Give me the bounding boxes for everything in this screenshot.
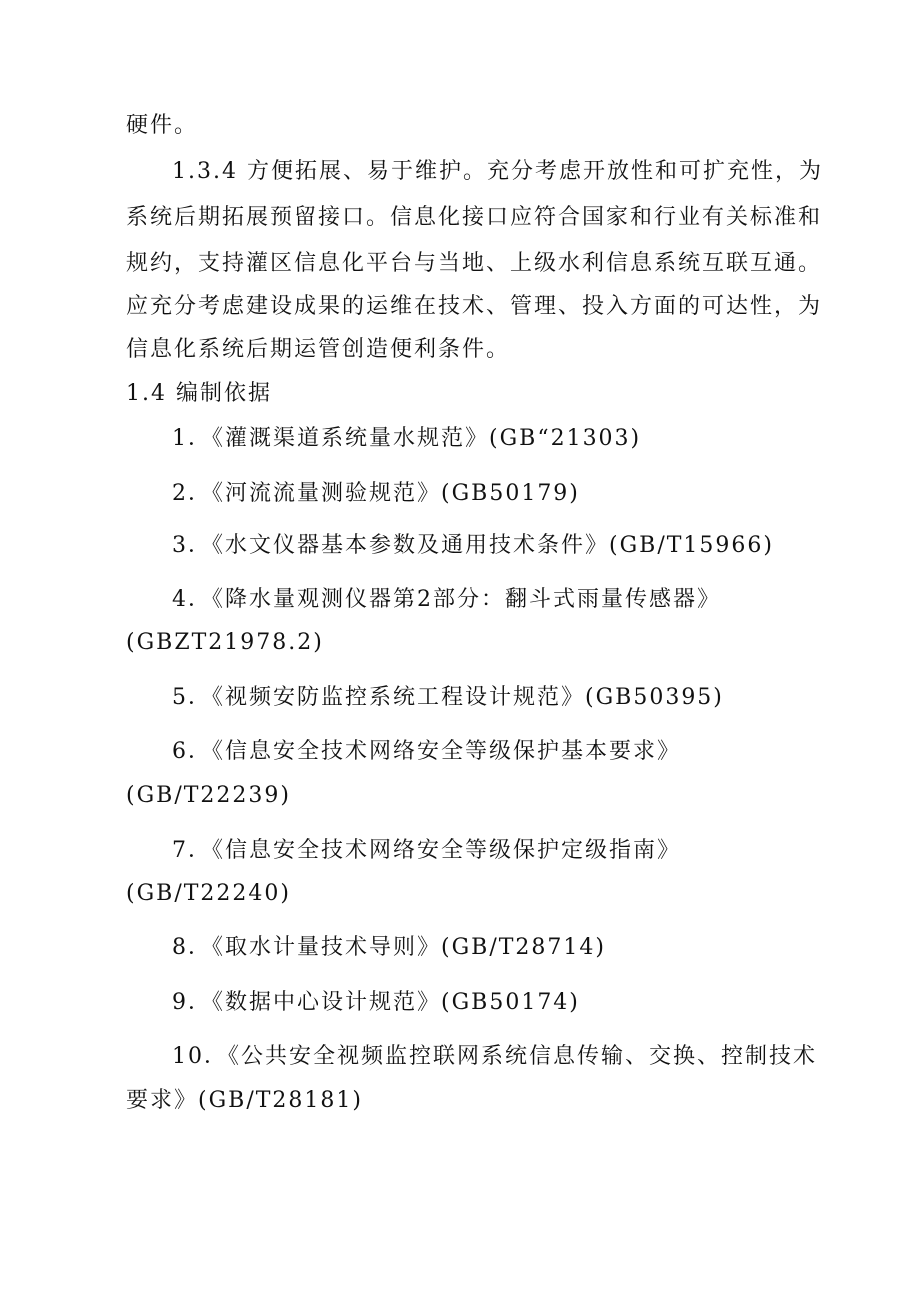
section-heading: 1.4 编制依据: [126, 381, 272, 406]
paragraph-1-3-4-line-5: 信息化系统后期运管创造便利条件。: [126, 337, 511, 362]
reference-item: 8．《取水计量技术导则》(GB/T28714): [172, 935, 606, 960]
reference-item-continuation: (GBZT21978.2): [126, 630, 324, 655]
reference-item-continuation: (GB/T22240): [126, 881, 291, 906]
reference-item: 1．《灌溉渠道系统量水规范》(GB“21303): [172, 426, 642, 451]
paragraph-1-3-4-line-1: 1.3.4 方便拓展、易于维护。充分考虑开放性和可扩充性，为: [172, 159, 823, 184]
reference-item: 10．《公共安全视频监控联网系统信息传输、交换、控制技术: [172, 1044, 817, 1069]
paragraph-1-3-4-line-3: 规约，支持灌区信息化平台与当地、上级水利信息系统互联互通。: [126, 251, 823, 276]
reference-item: 4．《降水量观测仪器第2部分：翻斗式雨量传感器》: [172, 587, 721, 612]
paragraph-1-3-4-line-2: 系统后期拓展预留接口。信息化接口应符合国家和行业有关标准和: [126, 205, 823, 230]
reference-item-continuation: (GB/T22239): [126, 783, 291, 808]
reference-item: 2．《河流流量测验规范》(GB50179): [172, 481, 580, 506]
reference-item-continuation: 要求》(GB/T28181): [126, 1088, 363, 1113]
reference-item: 5．《视频安防监控系统工程设计规范》(GB50395): [172, 685, 724, 710]
continuation-text: 硬件。: [126, 113, 199, 138]
reference-item: 3．《水文仪器基本参数及通用技术条件》(GB/T15966): [172, 533, 774, 558]
reference-item: 7．《信息安全技术网络安全等级保护定级指南》: [172, 838, 681, 863]
paragraph-1-3-4-line-4: 应充分考虑建设成果的运维在技术、管理、投入方面的可达性，为: [126, 294, 823, 319]
reference-item: 6．《信息安全技术网络安全等级保护基本要求》: [172, 739, 681, 764]
reference-item: 9．《数据中心设计规范》(GB50174): [172, 990, 580, 1015]
